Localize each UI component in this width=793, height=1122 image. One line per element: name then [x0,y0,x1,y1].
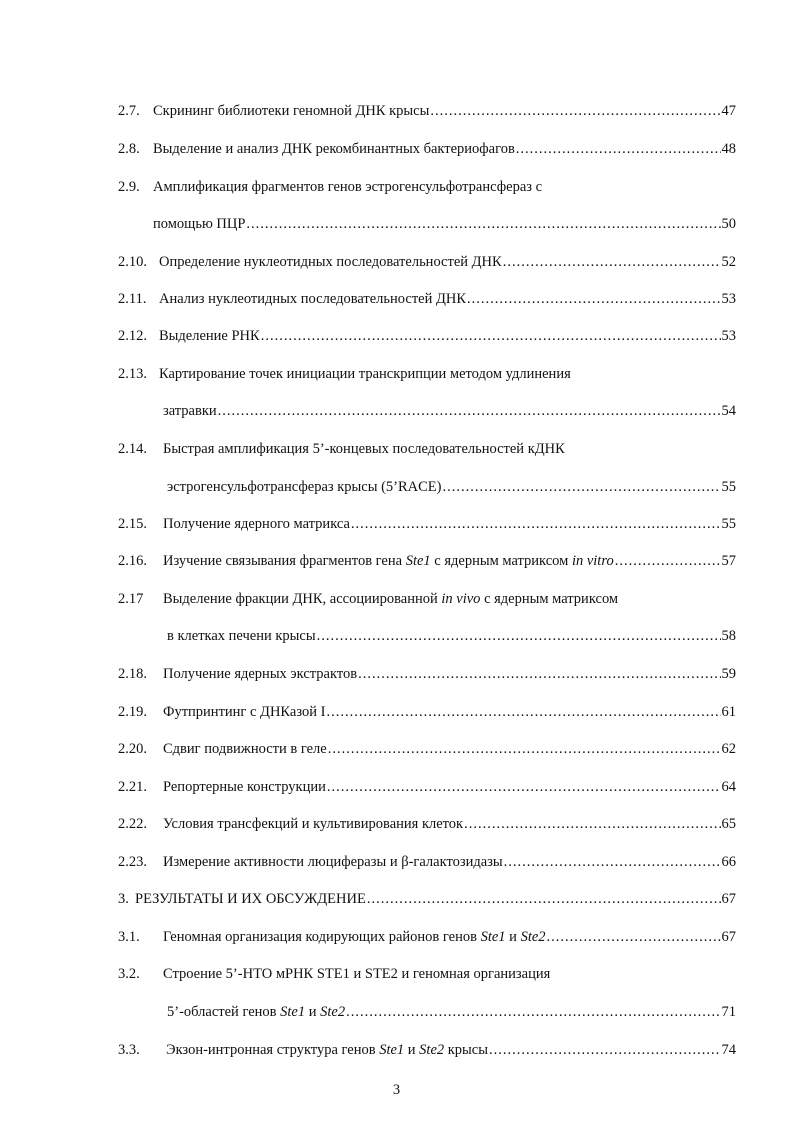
leader-dots [317,626,721,646]
toc-entry-2-15 [0,514,793,534]
toc-number: 2.13. [118,366,147,382]
toc-title: в клетках печени крысы [167,628,316,644]
toc-title: Быстрая амплификация 5’-концевых последовательностей кДНК [163,441,565,457]
toc-number: 2.21. [118,779,147,795]
toc-title: Выделение фракции ДНК, ассоциированной in vivo с ядерным матриксом [163,591,619,607]
toc-title: Репортерные конструкции [163,779,326,795]
toc-title: Футпринтинг с ДНКазой I [163,704,326,720]
leader-dots [351,514,721,534]
toc-number: 3. [118,891,129,907]
toc-page: 66 [721,854,736,870]
toc-title: Выделение и анализ ДНК рекомбинантных бактериофагов [153,141,515,157]
toc-page: 64 [721,779,736,795]
toc-page: 67 [721,891,736,907]
toc-entry-3-3 [0,1040,793,1060]
toc-entry-2-7 [0,101,793,121]
toc-title: Измерение активности люциферазы и β-галактозидазы [163,854,503,870]
toc-page: 54 [721,403,736,419]
toc-number: 2.16. [118,553,147,569]
leader-dots [367,889,721,909]
toc-entry-2-17 [0,589,793,609]
toc-page: 53 [721,291,736,307]
toc-entry-2-22 [0,814,793,834]
toc-page: 58 [721,628,736,644]
toc-title: Получение ядерного матрикса [163,516,350,532]
leader-dots [503,252,721,272]
leader-dots [261,326,721,346]
leader-dots [328,739,721,759]
toc-title: Геномная организация кодирующих районов генов Ste1 и Ste2 [163,929,546,945]
toc-title: затравки [163,403,217,419]
toc-title: Изучение связывания фрагментов гена Ste1 с ядерным матриксом in vitro [163,553,614,569]
leader-dots [430,101,720,121]
toc-entry-2-9 [0,177,793,197]
toc-entry-3-2 [0,964,793,984]
toc-title: Определение нуклеотидных последовательностей ДНК [159,254,502,270]
toc-page: 53 [721,328,736,344]
toc-number: 2.8. [118,141,140,157]
toc-number: 2.14. [118,441,147,457]
toc-title: Выделение РНК [159,328,260,344]
toc-number: 2.23. [118,854,147,870]
toc-title: Картирование точек инициации транскрипции методом удлинения [159,366,571,382]
toc-entry-2-19 [0,702,793,722]
leader-dots [246,214,720,234]
toc-entry-3 [0,889,793,909]
toc-entry-3-1 [0,927,793,947]
toc-page: 71 [721,1004,736,1020]
leader-dots [327,777,721,797]
leader-dots [218,401,721,421]
leader-dots [615,551,721,571]
toc-entry-3-2-cont [0,1002,793,1022]
leader-dots [547,927,721,947]
toc-entry-2-20 [0,739,793,759]
toc-number: 2.20. [118,741,147,757]
toc-number: 2.7. [118,103,140,119]
toc-entry-2-14 [0,439,793,459]
leader-dots [516,139,721,159]
toc-entry-2-17-cont [0,626,793,646]
toc-page: 61 [721,704,736,720]
toc-title: Строение 5’-НТО мРНК STE1 и STE2 и геномная организация [163,966,551,982]
toc-page: 65 [721,816,736,832]
toc-entry-2-14-cont [0,477,793,497]
toc-entry-2-10 [0,252,793,272]
toc-title: Сдвиг подвижности в геле [163,741,327,757]
leader-dots [504,852,721,872]
toc-page: 50 [721,216,736,232]
toc-title: Скрининг библиотеки геномной ДНК крысы [153,103,430,119]
toc-number: 2.19. [118,704,147,720]
leader-dots [346,1002,720,1022]
toc-page: 55 [721,479,736,495]
toc-number: 2.10. [118,254,147,270]
toc-entry-2-8 [0,139,793,159]
toc-page: 47 [721,103,736,119]
toc-title: Анализ нуклеотидных последовательностей ДНК [159,291,467,307]
toc-number: 3.3. [118,1042,140,1058]
leader-dots [464,814,720,834]
leader-dots [467,289,720,309]
toc-title: Экзон-интронная структура генов Ste1 и Ste2 крысы [166,1042,488,1058]
toc-entry-2-18 [0,664,793,684]
toc-entry-2-13-cont [0,401,793,421]
toc-entry-2-12 [0,326,793,346]
toc-entry-2-23 [0,852,793,872]
toc-entry-2-13 [0,364,793,384]
toc-title: 5’-областей генов Ste1 и Ste2 [167,1004,346,1020]
toc-number: 2.9. [118,179,140,195]
toc-page: 48 [721,141,736,157]
toc-entry-2-16 [0,551,793,571]
page-number: 3 [392,1082,401,1098]
toc-entry-2-21 [0,777,793,797]
toc-title: Условия трансфекций и культивирования клеток [163,816,464,832]
toc-page: 74 [721,1042,736,1058]
leader-dots [442,477,720,497]
leader-dots [489,1040,721,1060]
toc-title: Амплификация фрагментов генов эстрогенсульфотрансфераз с [153,179,543,195]
toc-title: эстрогенсульфотрансфераз крысы (5’RACE) [167,479,442,495]
toc-number: 3.1. [118,929,140,945]
toc-number: 2.15. [118,516,147,532]
toc-page: 59 [721,666,736,682]
toc-number: 3.2. [118,966,140,982]
toc-page: 57 [721,553,736,569]
toc-entry-2-9-cont [0,214,793,234]
toc-number: 2.12. [118,328,147,344]
toc-page: 52 [721,254,736,270]
toc-entry-2-11 [0,289,793,309]
toc-number: 2.18. [118,666,147,682]
toc-page: 62 [721,741,736,757]
toc-number: 2.22. [118,816,147,832]
toc-page: 67 [721,929,736,945]
toc-number: 2.17 [118,591,144,607]
toc-title: РЕЗУЛЬТАТЫ И ИХ ОБСУЖДЕНИЕ [135,891,366,907]
leader-dots [326,702,720,722]
leader-dots [358,664,720,684]
toc-title: Получение ядерных экстрактов [163,666,358,682]
toc-title: помощью ПЦР [153,216,246,232]
toc-page: 55 [721,516,736,532]
toc-number: 2.11. [118,291,147,307]
